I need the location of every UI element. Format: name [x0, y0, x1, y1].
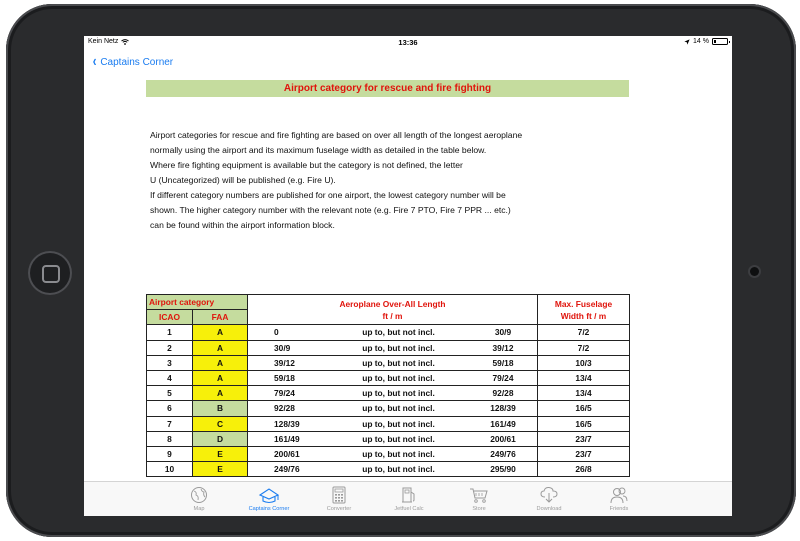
faa-cell: E [193, 446, 248, 461]
length-from: 200/61 [274, 448, 300, 459]
tab-jetfuel-calc[interactable] [374, 486, 444, 512]
tab-label: Download [536, 506, 562, 512]
status-right [684, 38, 728, 45]
fuselage-width-cell: 16/5 [538, 416, 630, 431]
length-range-text: up to, but not incl. [362, 373, 435, 384]
back-button[interactable] [92, 54, 173, 70]
faa-cell: B [193, 401, 248, 416]
nav-bar [84, 50, 732, 74]
faa-cell: E [193, 462, 248, 477]
length-cell [248, 446, 538, 461]
tab-captains-corner[interactable] [234, 486, 304, 512]
faa-cell: D [193, 431, 248, 446]
paragraph-line: shown. The higher category number with the relevant note (e.g. Fire 7 PTO, Fire 7 PPR ... etc.) [150, 205, 511, 215]
length-from: 39/12 [274, 357, 295, 368]
fuselage-width-cell: 7/2 [538, 340, 630, 355]
header-length [248, 295, 538, 325]
header-length-line2: ft / m [382, 310, 403, 321]
faa-cell: A [193, 340, 248, 355]
header-airport-category: Airport category [147, 295, 248, 310]
table-row [147, 431, 630, 446]
header-fuselage [538, 295, 630, 325]
tab-friends[interactable] [584, 486, 654, 512]
icao-cell: 5 [147, 386, 193, 401]
length-from: 249/76 [274, 464, 300, 475]
length-range-text: up to, but not incl. [362, 448, 435, 459]
length-range-text: up to, but not incl. [362, 357, 435, 368]
table-row [147, 401, 630, 416]
length-cell [248, 401, 538, 416]
table-row [147, 386, 630, 401]
heading-banner [146, 80, 629, 97]
cart-icon [444, 486, 514, 504]
cloud-download-icon [514, 486, 584, 504]
length-to: 128/39 [490, 403, 516, 414]
paragraph-line: U (Uncategorized) will be published (e.g. Fire U). [150, 175, 336, 185]
length-range-text: up to, but not incl. [362, 433, 435, 444]
table-row [147, 416, 630, 431]
length-to: 79/24 [492, 373, 514, 384]
icao-cell: 10 [147, 462, 193, 477]
icao-cell: 9 [147, 446, 193, 461]
tab-label: Captains Corner [248, 506, 290, 512]
paragraph-line: can be found within the airport information block. [150, 220, 335, 230]
icao-cell: 2 [147, 340, 193, 355]
length-to: 39/12 [492, 342, 514, 353]
length-cell [248, 462, 538, 477]
length-cell [248, 340, 538, 355]
length-from: 59/18 [274, 373, 295, 384]
length-to: 295/90 [490, 464, 516, 475]
table-row [147, 462, 630, 477]
length-to: 200/61 [490, 433, 516, 444]
length-cell [248, 355, 538, 370]
table-row [147, 355, 630, 370]
header-length-line1: Aeroplane Over-All Length [339, 298, 446, 309]
length-range-text: up to, but not incl. [362, 388, 435, 399]
back-button-label: Captains Corner [100, 56, 174, 68]
length-cell [248, 416, 538, 431]
icao-cell: 3 [147, 355, 193, 370]
screen [84, 36, 732, 516]
battery-percent: 14 % [693, 38, 709, 45]
location-arrow-icon [684, 39, 690, 45]
fuselage-width-cell: 13/4 [538, 386, 630, 401]
length-range-text: up to, but not incl. [362, 418, 435, 429]
icao-cell: 8 [147, 431, 193, 446]
globe-icon [164, 486, 234, 504]
tab-label: Map [193, 506, 205, 512]
icao-cell: 4 [147, 370, 193, 385]
length-cell [248, 431, 538, 446]
battery-icon [712, 38, 728, 45]
faa-cell: C [193, 416, 248, 431]
table-row [147, 370, 630, 385]
battery-level [714, 40, 716, 43]
length-cell [248, 370, 538, 385]
fuselage-width-cell: 7/2 [538, 325, 630, 340]
fuselage-width-cell: 23/7 [538, 446, 630, 461]
length-from: 0 [274, 327, 279, 338]
document-content [84, 74, 732, 481]
faa-cell: A [193, 325, 248, 340]
header-fuselage-line2: Width ft / m [560, 310, 607, 321]
status-bar [84, 36, 732, 48]
length-to: 92/28 [492, 388, 514, 399]
tab-store[interactable] [444, 486, 514, 512]
tab-label: Friends [609, 506, 629, 512]
length-to: 59/18 [492, 357, 514, 368]
fuselage-width-cell: 26/8 [538, 462, 630, 477]
faa-cell: A [193, 386, 248, 401]
header-fuselage-line1: Max. Fuselage [554, 298, 613, 309]
length-to: 30/9 [494, 327, 512, 338]
carrier-label: Kein Netz [88, 38, 119, 45]
tab-label: Converter [326, 506, 352, 512]
table-row [147, 446, 630, 461]
paragraph-line: If different category numbers are published for one airport, the lowest category number will be [150, 190, 506, 200]
length-cell [248, 386, 538, 401]
description-paragraph [150, 128, 670, 233]
tablet-frame [6, 4, 796, 537]
paragraph-line: normally using the airport and its maximum fuselage width as detailed in the table below. [150, 145, 487, 155]
length-to: 249/76 [490, 448, 516, 459]
icao-cell: 6 [147, 401, 193, 416]
tab-map[interactable] [164, 486, 234, 512]
home-button[interactable] [28, 251, 72, 295]
faa-cell: A [193, 370, 248, 385]
tab-download[interactable] [514, 486, 584, 512]
table-row [147, 325, 630, 340]
icao-cell: 7 [147, 416, 193, 431]
fuselage-width-cell: 13/4 [538, 370, 630, 385]
table-header-row [147, 295, 630, 310]
length-from: 128/39 [274, 418, 300, 429]
length-from: 92/28 [274, 403, 295, 414]
length-from: 30/9 [274, 342, 291, 353]
fuel-pump-icon [374, 486, 444, 504]
length-range-text: up to, but not incl. [362, 327, 435, 338]
length-from: 79/24 [274, 388, 295, 399]
fuselage-width-cell: 10/3 [538, 355, 630, 370]
table-row [147, 340, 630, 355]
header-faa: FAA [193, 310, 248, 325]
captain-hat-icon [234, 486, 304, 504]
length-range-text: up to, but not incl. [362, 403, 435, 414]
paragraph-line: Airport categories for rescue and fire fighting are based on over all length of the longest aeroplane [150, 130, 523, 140]
fuselage-width-cell: 16/5 [538, 401, 630, 416]
fuselage-width-cell: 23/7 [538, 431, 630, 446]
tab-label: Store [472, 506, 486, 512]
faa-cell: A [193, 355, 248, 370]
length-to: 161/49 [490, 418, 516, 429]
length-range-text: up to, but not incl. [362, 464, 435, 475]
people-icon [584, 486, 654, 504]
length-range-text: up to, but not incl. [362, 342, 435, 353]
tab-bar [84, 481, 732, 516]
paragraph-line: Where fire fighting equipment is available but the category is not defined, the letter [150, 160, 463, 170]
tab-converter[interactable] [304, 486, 374, 512]
tab-label: Jetfuel Calc [394, 506, 424, 512]
header-icao: ICAO [147, 310, 193, 325]
page-title: Airport category for rescue and fire fighting [283, 83, 492, 94]
calculator-icon [304, 486, 374, 504]
front-camera [750, 267, 759, 276]
chevron-left-icon: ‹ [92, 53, 97, 70]
length-cell [248, 325, 538, 340]
status-time: 13:36 [398, 38, 418, 47]
icao-cell: 1 [147, 325, 193, 340]
category-table [146, 294, 630, 477]
length-from: 161/49 [274, 433, 300, 444]
